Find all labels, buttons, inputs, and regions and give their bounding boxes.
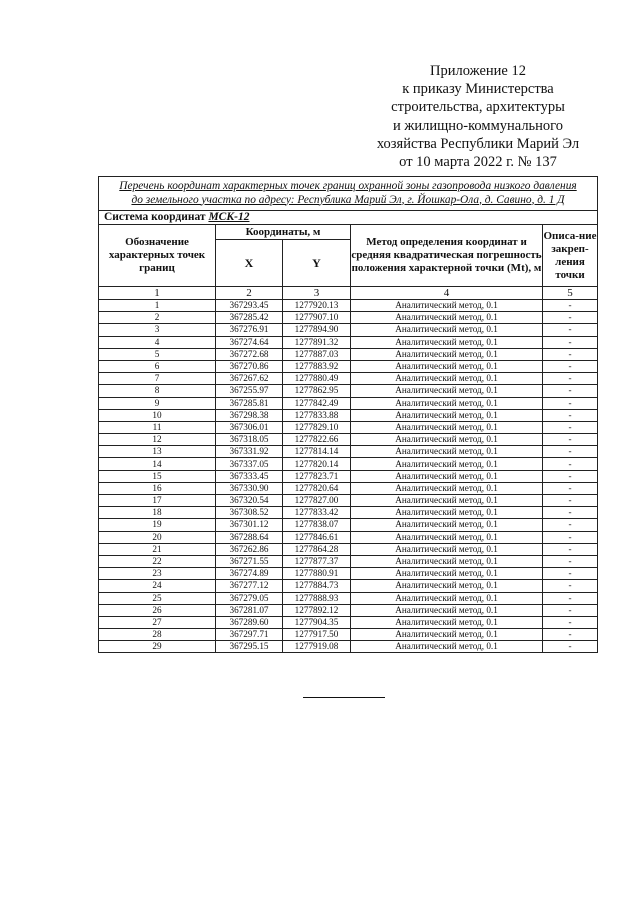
x-coordinate-cell: 367330.90 bbox=[216, 482, 283, 494]
column-index: 5 bbox=[543, 287, 598, 300]
description-cell: - bbox=[543, 300, 598, 312]
table-row bbox=[99, 336, 598, 348]
y-coordinate-cell: 1277880.49 bbox=[283, 373, 351, 385]
description-cell: - bbox=[543, 531, 598, 543]
table-title-line: Перечень координат характерных точек границ охранной зоны газопровода низкого давления bbox=[119, 180, 577, 192]
description-cell: - bbox=[543, 324, 598, 336]
table-row bbox=[99, 397, 598, 409]
point-number-cell: 24 bbox=[99, 580, 216, 592]
description-cell: - bbox=[543, 336, 598, 348]
method-cell: Аналитический метод, 0.1 bbox=[351, 482, 543, 494]
table-row bbox=[99, 360, 598, 372]
method-cell: Аналитический метод, 0.1 bbox=[351, 300, 543, 312]
header-coords: Координаты, м bbox=[216, 225, 351, 240]
y-coordinate-cell: 1277833.88 bbox=[283, 409, 351, 421]
point-number-cell: 23 bbox=[99, 568, 216, 580]
method-cell: Аналитический метод, 0.1 bbox=[351, 641, 543, 653]
appendix-line: хозяйства Республики Марий Эл bbox=[376, 135, 580, 152]
table-title-row bbox=[99, 177, 598, 211]
appendix-line: строительства, архитектуры bbox=[391, 99, 565, 116]
y-coordinate-cell: 1277884.73 bbox=[283, 580, 351, 592]
footer-divider bbox=[303, 697, 385, 698]
table-row bbox=[99, 568, 598, 580]
method-cell: Аналитический метод, 0.1 bbox=[351, 373, 543, 385]
method-cell: Аналитический метод, 0.1 bbox=[351, 336, 543, 348]
description-cell: - bbox=[543, 507, 598, 519]
appendix-line: Приложение 12 bbox=[430, 63, 526, 79]
table-row bbox=[99, 409, 598, 421]
method-cell: Аналитический метод, 0.1 bbox=[351, 543, 543, 555]
x-coordinate-cell: 367289.60 bbox=[216, 616, 283, 628]
point-number-cell: 4 bbox=[99, 336, 216, 348]
y-coordinate-cell: 1277919.08 bbox=[283, 641, 351, 653]
appendix-line: и жилищно-коммунального bbox=[392, 117, 564, 134]
method-cell: Аналитический метод, 0.1 bbox=[351, 409, 543, 421]
point-number-cell: 16 bbox=[99, 482, 216, 494]
appendix-block bbox=[360, 62, 596, 171]
method-cell: Аналитический метод, 0.1 bbox=[351, 580, 543, 592]
table-row bbox=[99, 592, 598, 604]
method-cell: Аналитический метод, 0.1 bbox=[351, 616, 543, 628]
method-cell: Аналитический метод, 0.1 bbox=[351, 434, 543, 446]
x-coordinate-cell: 367281.07 bbox=[216, 604, 283, 616]
point-number-cell: 3 bbox=[99, 324, 216, 336]
y-coordinate-cell: 1277880.91 bbox=[283, 568, 351, 580]
y-coordinate-cell: 1277917.50 bbox=[283, 629, 351, 641]
x-coordinate-cell: 367271.55 bbox=[216, 555, 283, 567]
point-number-cell: 17 bbox=[99, 495, 216, 507]
table-row bbox=[99, 641, 598, 653]
point-number-cell: 29 bbox=[99, 641, 216, 653]
point-number-cell: 13 bbox=[99, 446, 216, 458]
table-row bbox=[99, 580, 598, 592]
point-number-cell: 5 bbox=[99, 348, 216, 360]
description-cell: - bbox=[543, 519, 598, 531]
x-coordinate-cell: 367272.68 bbox=[216, 348, 283, 360]
table-row bbox=[99, 434, 598, 446]
y-coordinate-cell: 1277820.64 bbox=[283, 482, 351, 494]
y-coordinate-cell: 1277842.49 bbox=[283, 397, 351, 409]
y-coordinate-cell: 1277829.10 bbox=[283, 421, 351, 433]
point-number-cell: 15 bbox=[99, 470, 216, 482]
y-coordinate-cell: 1277814.14 bbox=[283, 446, 351, 458]
description-cell: - bbox=[543, 348, 598, 360]
y-coordinate-cell: 1277833.42 bbox=[283, 507, 351, 519]
x-coordinate-cell: 367270.86 bbox=[216, 360, 283, 372]
appendix-line: к приказу Министерства bbox=[402, 81, 554, 98]
x-coordinate-cell: 367293.45 bbox=[216, 300, 283, 312]
point-number-cell: 11 bbox=[99, 421, 216, 433]
y-coordinate-cell: 1277887.03 bbox=[283, 348, 351, 360]
point-number-cell: 25 bbox=[99, 592, 216, 604]
y-coordinate-cell: 1277894.90 bbox=[283, 324, 351, 336]
header-row-1 bbox=[99, 225, 598, 240]
x-coordinate-cell: 367337.05 bbox=[216, 458, 283, 470]
x-coordinate-cell: 367274.89 bbox=[216, 568, 283, 580]
x-coordinate-cell: 367255.97 bbox=[216, 385, 283, 397]
header-method: Метод определения координат и средняя квадратическая погрешность положения характерной точки (Mt), м bbox=[351, 225, 543, 287]
x-coordinate-cell: 367298.38 bbox=[216, 409, 283, 421]
method-cell: Аналитический метод, 0.1 bbox=[351, 385, 543, 397]
x-coordinate-cell: 367333.45 bbox=[216, 470, 283, 482]
table-row bbox=[99, 531, 598, 543]
table-row bbox=[99, 507, 598, 519]
description-cell: - bbox=[543, 373, 598, 385]
column-index: 1 bbox=[99, 287, 216, 300]
description-cell: - bbox=[543, 629, 598, 641]
point-number-cell: 2 bbox=[99, 312, 216, 324]
x-coordinate-cell: 367285.42 bbox=[216, 312, 283, 324]
table-row bbox=[99, 555, 598, 567]
description-cell: - bbox=[543, 555, 598, 567]
y-coordinate-cell: 1277846.61 bbox=[283, 531, 351, 543]
column-index: 3 bbox=[283, 287, 351, 300]
column-index: 2 bbox=[216, 287, 283, 300]
description-cell: - bbox=[543, 421, 598, 433]
y-coordinate-cell: 1277888.93 bbox=[283, 592, 351, 604]
description-cell: - bbox=[543, 446, 598, 458]
table-row bbox=[99, 629, 598, 641]
x-coordinate-cell: 367308.52 bbox=[216, 507, 283, 519]
x-coordinate-cell: 367267.62 bbox=[216, 373, 283, 385]
table-row bbox=[99, 324, 598, 336]
description-cell: - bbox=[543, 385, 598, 397]
table-row bbox=[99, 543, 598, 555]
method-cell: Аналитический метод, 0.1 bbox=[351, 312, 543, 324]
method-cell: Аналитический метод, 0.1 bbox=[351, 568, 543, 580]
y-coordinate-cell: 1277862.95 bbox=[283, 385, 351, 397]
point-number-cell: 26 bbox=[99, 604, 216, 616]
point-number-cell: 7 bbox=[99, 373, 216, 385]
point-number-cell: 6 bbox=[99, 360, 216, 372]
table-row bbox=[99, 616, 598, 628]
description-cell: - bbox=[543, 360, 598, 372]
header-description: Описа-ние закреп-ления точки bbox=[543, 225, 598, 287]
coordinates-table bbox=[98, 176, 598, 653]
point-number-cell: 1 bbox=[99, 300, 216, 312]
method-cell: Аналитический метод, 0.1 bbox=[351, 360, 543, 372]
method-cell: Аналитический метод, 0.1 bbox=[351, 397, 543, 409]
y-coordinate-cell: 1277920.13 bbox=[283, 300, 351, 312]
point-number-cell: 18 bbox=[99, 507, 216, 519]
column-index-row bbox=[99, 287, 598, 300]
table-title bbox=[99, 177, 598, 211]
header-point: Обозначение характерных точек границ bbox=[99, 225, 216, 287]
x-coordinate-cell: 367320.54 bbox=[216, 495, 283, 507]
x-coordinate-cell: 367277.12 bbox=[216, 580, 283, 592]
description-cell: - bbox=[543, 580, 598, 592]
point-number-cell: 21 bbox=[99, 543, 216, 555]
x-coordinate-cell: 367318.05 bbox=[216, 434, 283, 446]
x-coordinate-cell: 367276.91 bbox=[216, 324, 283, 336]
description-cell: - bbox=[543, 409, 598, 421]
point-number-cell: 10 bbox=[99, 409, 216, 421]
description-cell: - bbox=[543, 312, 598, 324]
point-number-cell: 20 bbox=[99, 531, 216, 543]
method-cell: Аналитический метод, 0.1 bbox=[351, 507, 543, 519]
header-y: Y bbox=[283, 240, 351, 287]
table-row bbox=[99, 312, 598, 324]
description-cell: - bbox=[543, 434, 598, 446]
table-title-line: до земельного участка по адресу: Республика Марий Эл, г. Йошкар-Ола, д. Савино, д. 1 Д bbox=[131, 193, 565, 206]
description-cell: - bbox=[543, 495, 598, 507]
x-coordinate-cell: 367331.92 bbox=[216, 446, 283, 458]
header-x: X bbox=[216, 240, 283, 287]
point-number-cell: 22 bbox=[99, 555, 216, 567]
description-cell: - bbox=[543, 470, 598, 482]
method-cell: Аналитический метод, 0.1 bbox=[351, 495, 543, 507]
table-row bbox=[99, 495, 598, 507]
table-row bbox=[99, 519, 598, 531]
y-coordinate-cell: 1277838.07 bbox=[283, 519, 351, 531]
table-row bbox=[99, 300, 598, 312]
appendix-line: от 10 марта 2022 г. № 137 bbox=[399, 154, 557, 171]
method-cell: Аналитический метод, 0.1 bbox=[351, 519, 543, 531]
x-coordinate-cell: 367301.12 bbox=[216, 519, 283, 531]
y-coordinate-cell: 1277891.32 bbox=[283, 336, 351, 348]
table-row bbox=[99, 385, 598, 397]
y-coordinate-cell: 1277892.12 bbox=[283, 604, 351, 616]
y-coordinate-cell: 1277822.66 bbox=[283, 434, 351, 446]
y-coordinate-cell: 1277864.28 bbox=[283, 543, 351, 555]
x-coordinate-cell: 367274.64 bbox=[216, 336, 283, 348]
coordinate-system-label: Система координат bbox=[104, 211, 209, 223]
y-coordinate-cell: 1277820.14 bbox=[283, 458, 351, 470]
description-cell: - bbox=[543, 482, 598, 494]
description-cell: - bbox=[543, 641, 598, 653]
method-cell: Аналитический метод, 0.1 bbox=[351, 470, 543, 482]
table-row bbox=[99, 373, 598, 385]
table-row bbox=[99, 348, 598, 360]
x-coordinate-cell: 367262.86 bbox=[216, 543, 283, 555]
table-row bbox=[99, 604, 598, 616]
point-number-cell: 28 bbox=[99, 629, 216, 641]
description-cell: - bbox=[543, 458, 598, 470]
description-cell: - bbox=[543, 397, 598, 409]
x-coordinate-cell: 367297.71 bbox=[216, 629, 283, 641]
x-coordinate-cell: 367279.05 bbox=[216, 592, 283, 604]
method-cell: Аналитический метод, 0.1 bbox=[351, 348, 543, 360]
point-number-cell: 9 bbox=[99, 397, 216, 409]
x-coordinate-cell: 367306.01 bbox=[216, 421, 283, 433]
table-row bbox=[99, 482, 598, 494]
y-coordinate-cell: 1277827.00 bbox=[283, 495, 351, 507]
method-cell: Аналитический метод, 0.1 bbox=[351, 421, 543, 433]
description-cell: - bbox=[543, 568, 598, 580]
y-coordinate-cell: 1277904.35 bbox=[283, 616, 351, 628]
table-row bbox=[99, 470, 598, 482]
table-row bbox=[99, 458, 598, 470]
method-cell: Аналитический метод, 0.1 bbox=[351, 446, 543, 458]
column-index: 4 bbox=[351, 287, 543, 300]
method-cell: Аналитический метод, 0.1 bbox=[351, 592, 543, 604]
method-cell: Аналитический метод, 0.1 bbox=[351, 555, 543, 567]
y-coordinate-cell: 1277883.92 bbox=[283, 360, 351, 372]
method-cell: Аналитический метод, 0.1 bbox=[351, 604, 543, 616]
x-coordinate-cell: 367285.81 bbox=[216, 397, 283, 409]
coordinate-system-row bbox=[99, 211, 598, 225]
description-cell: - bbox=[543, 604, 598, 616]
description-cell: - bbox=[543, 616, 598, 628]
point-number-cell: 12 bbox=[99, 434, 216, 446]
description-cell: - bbox=[543, 543, 598, 555]
description-cell: - bbox=[543, 592, 598, 604]
method-cell: Аналитический метод, 0.1 bbox=[351, 629, 543, 641]
y-coordinate-cell: 1277823.71 bbox=[283, 470, 351, 482]
method-cell: Аналитический метод, 0.1 bbox=[351, 531, 543, 543]
method-cell: Аналитический метод, 0.1 bbox=[351, 324, 543, 336]
x-coordinate-cell: 367288.64 bbox=[216, 531, 283, 543]
y-coordinate-cell: 1277877.37 bbox=[283, 555, 351, 567]
x-coordinate-cell: 367295.15 bbox=[216, 641, 283, 653]
table-row bbox=[99, 446, 598, 458]
point-number-cell: 27 bbox=[99, 616, 216, 628]
y-coordinate-cell: 1277907.10 bbox=[283, 312, 351, 324]
coordinate-system-value: МСК-12 bbox=[208, 211, 250, 223]
method-cell: Аналитический метод, 0.1 bbox=[351, 458, 543, 470]
point-number-cell: 8 bbox=[99, 385, 216, 397]
table-row bbox=[99, 421, 598, 433]
point-number-cell: 19 bbox=[99, 519, 216, 531]
point-number-cell: 14 bbox=[99, 458, 216, 470]
coordinate-system bbox=[99, 211, 598, 225]
